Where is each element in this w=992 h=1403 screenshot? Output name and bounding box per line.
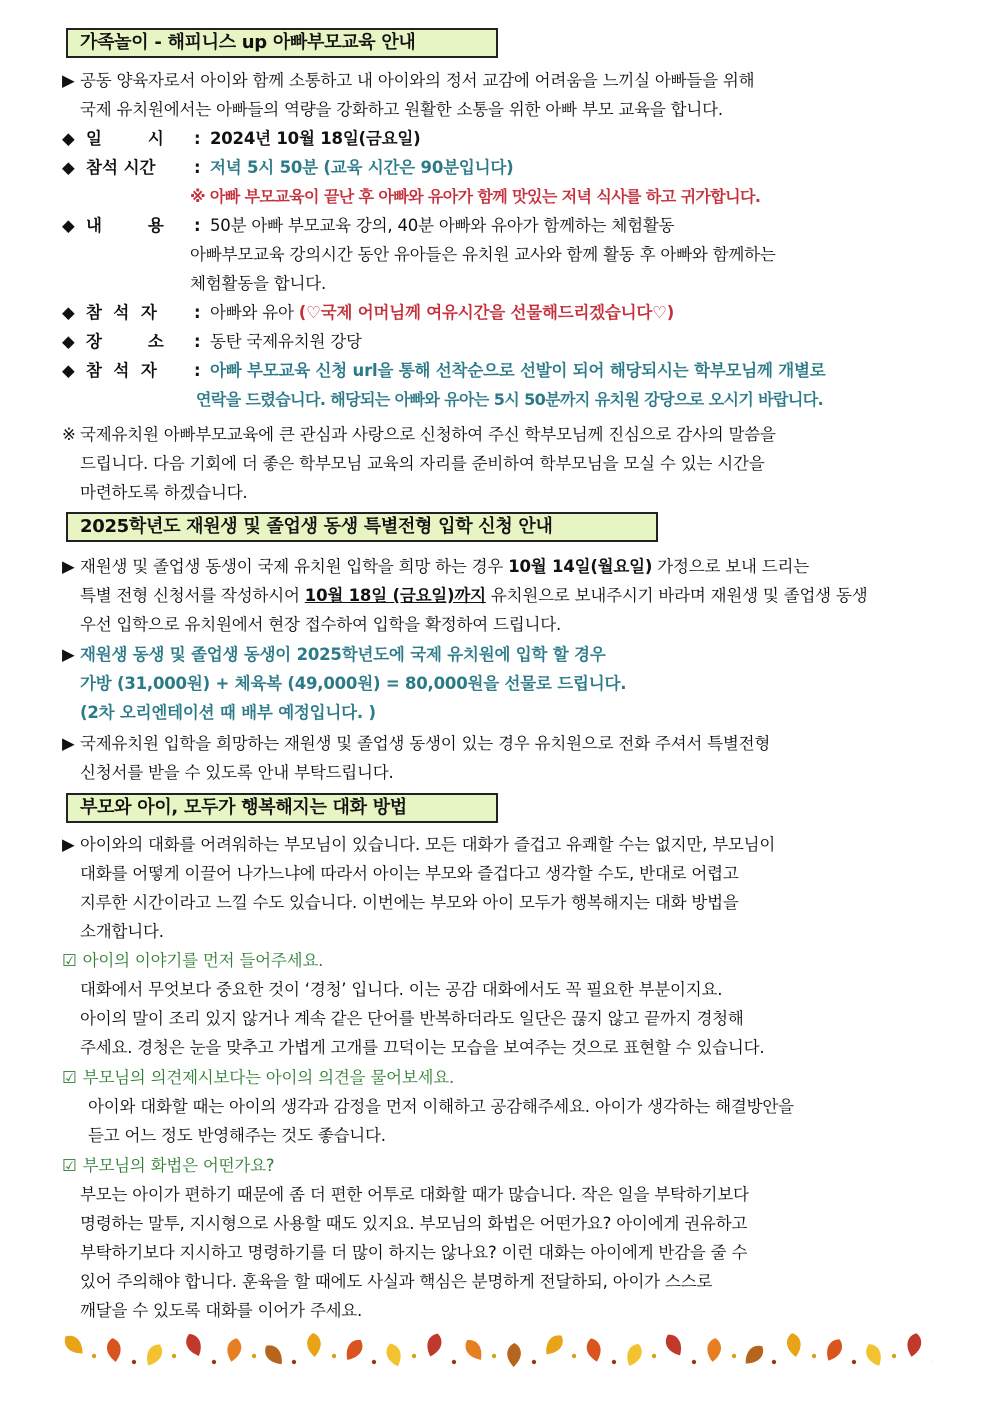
arrow-bullet-icon: ▶ [62,734,75,753]
section-heading-special-admission: 2025학년도 재원생 및 졸업생 동생 특별전형 입학 신청 안내 [66,512,658,542]
tip3-title: ☑ 부모님의 화법은 어떤가요? [62,1156,275,1175]
leaf-icon [785,1332,802,1358]
leaf-icon [905,1332,923,1358]
leaf-icon [225,1337,244,1363]
dinner-note: ※ 아빠 부모교육이 끝난 후 아빠와 유아가 함께 맛있는 저녁 식사를 하고 귀가합니다. [190,187,761,206]
info-row-place: ◆ 장 소 : 동탄 국제유치원 강당 [62,327,362,356]
closing-line2: 드립니다. 다음 기회에 더 좋은 학부모님 교육의 자리를 준비하여 학부모님을 모실 수 있는 시간을 [80,454,765,473]
berry-dot-icon [492,1354,496,1358]
diamond-bullet-icon: ◆ [62,216,75,235]
berry-dot-icon [612,1360,616,1364]
section1-intro-line1: ▶ 공동 양육자로서 아이와 함께 소통하고 내 아이와의 정서 교감에 어려움을 느끼실 아빠들을 위해 [62,66,754,95]
tip1-body-line3: 주세요. 경청은 눈을 맞추고 가볍게 고개를 끄덕이는 모습을 보여주는 것으로 표현할 수 있습니다. [80,1038,765,1057]
berry-dot-icon [692,1360,696,1364]
info-row-date: ◆ 일 시 : 2024년 10월 18일(금요일) [62,124,420,153]
info-row-time: ◆ 참석 시간 : 저녁 5시 50분 (교육 시간은 90분입니다) [62,153,513,182]
leaf-icon [61,1332,88,1359]
berry-dot-icon [372,1360,376,1364]
conversation-intro-line1: ▶ 아이와의 대화를 어려워하는 부모님이 있습니다. 모든 대화가 즐겁고 유쾌할 수는 없지만, 부모님이 [62,830,775,859]
berry-dot-icon [212,1360,216,1364]
tip3-body-line1: 부모는 아이가 편하기 때문에 좀 더 편한 어투로 대화할 때가 많습니다. 작은 일을 부탁하기보다 [80,1185,749,1204]
checkbox-icon: ☑ [62,1068,77,1087]
arrow-bullet-icon: ▶ [62,557,75,576]
leaf-icon [623,1341,645,1368]
berry-dot-icon [332,1354,336,1358]
berry-dot-icon [292,1360,296,1364]
admission-line2: 특별 전형 신청서를 작성하시어 10월 18일 (금요일)까지 유치원으로 보내주시기 바라며 재원생 및 졸업생 동생 [80,586,868,605]
closing-line3: 마련하도록 하겠습니다. [80,483,248,502]
berry-dot-icon [652,1354,656,1358]
leaf-icon [662,1331,686,1359]
leaf-icon [384,1341,405,1368]
berry-dot-icon [92,1354,96,1358]
leaf-icon [822,1336,845,1364]
tip3-body-line3: 부탁하기보다 지시하고 명령하기를 더 많이 하지는 않나요? 이런 대화는 아이에게 반감을 줄 수 [80,1243,748,1262]
conversation-intro-line4: 소개합니다. [80,922,164,941]
berry-dot-icon [532,1360,536,1364]
leaf-icon [863,1341,885,1368]
closing-line1: ※ 국제유치원 아빠부모교육에 큰 관심과 사랑으로 신청하여 주신 학부모님께 진심으로 감사의 말씀을 [62,420,776,449]
leaf-icon [342,1336,367,1363]
leaf-icon [706,1337,722,1362]
tip1-body-line2: 아이의 말이 조리 있지 않거나 계속 같은 단어를 반복하더라도 일단은 끊지 않고 끝까지 경청해 [80,1009,744,1028]
berry-dot-icon [772,1360,776,1364]
leaf-icon [183,1331,205,1358]
gift-line1: ▶ 재원생 동생 및 졸업생 동생이 2025학년도에 국제 유치원에 입학 할 경우 [62,640,606,669]
contact-line2: 신청서를 받을 수 있도록 안내 부탁드립니다. [80,763,394,782]
conversation-intro-line3: 지루한 시간이라고 느낄 수도 있습니다. 이번에는 부모와 아이 모두가 행복해지는 대화 방법을 [80,893,739,912]
tip1-body-line1: 대화에서 무엇보다 중요한 것이 ‘경청’ 입니다. 이는 공감 대화에서도 꼭 필요한 부분이지요. [80,980,723,999]
leaf-icon [741,1342,767,1369]
leaf-icon [541,1331,567,1358]
tip3-body-line4: 있어 주의해야 합니다. 훈육을 할 때에도 사실과 핵심은 분명하게 전달하되, 아이가 스스로 [80,1272,713,1291]
leaf-icon [261,1341,287,1368]
leaf-icon [106,1337,123,1363]
tip2-body-line1: 아이와 대화할 때는 아이의 생각과 감정을 먼저 이해하고 공감해주세요. 아이가 생각하는 해결방안을 [88,1097,794,1116]
selection-detail-line2: 연락을 드렸습니다. 해당되는 아빠와 유아는 5시 50분까지 유치원 강당으로 오시기 바랍니다. [196,390,824,409]
gift-line2: 가방 (31,000원) + 체육복 (49,000원) = 80,000원을 선물로 드립니다. [80,674,627,693]
leaf-icon [585,1337,604,1364]
leaf-icon [307,1333,322,1358]
admission-line1: ▶ 재원생 및 졸업생 동생이 국제 유치원 입학을 희망 하는 경우 10월 14일(월요일) 가정으로 보내 드리는 [62,552,809,581]
section-heading-conversation: 부모와 아이, 모두가 행복해지는 대화 방법 [66,793,498,823]
berry-dot-icon [172,1354,176,1358]
diamond-bullet-icon: ◆ [62,158,75,177]
tip3-body-line5: 깨달을 수 있도록 대화를 이어가 주세요. [80,1301,363,1320]
berry-dot-icon [572,1354,576,1358]
berry-dot-icon [132,1360,136,1364]
arrow-bullet-icon: ▶ [62,835,75,854]
note-mark-icon: ※ [62,425,76,444]
mother-gift-note: (♡국제 어머님께 여유시간을 선물해드리겠습니다♡) [298,303,675,322]
content-detail-line1: 아빠부모교육 강의시간 동안 유아들은 유치원 교사와 함께 활동 후 아빠와 함께하는 [190,245,776,264]
berry-dot-icon [852,1360,856,1364]
arrow-bullet-icon: ▶ [62,71,75,90]
tip3-body-line2: 명령하는 말투, 지시형으로 사용할 때도 있지요. 부모님의 화법은 어떤가요? 아이에게 권유하고 [80,1214,748,1233]
berry-dot-icon [412,1354,416,1358]
diamond-bullet-icon: ◆ [62,303,75,322]
berry-dot-icon [812,1354,816,1358]
berry-dot-icon [252,1354,256,1358]
leaf-icon [424,1331,444,1358]
tip2-title: ☑ 부모님의 의견제시보다는 아이의 의견을 물어보세요. [62,1068,455,1087]
tip2-body-line2: 듣고 어느 정도 반영해주는 것도 좋습니다. [88,1126,386,1145]
leaf-icon [462,1336,487,1363]
checkbox-icon: ☑ [62,1156,77,1175]
diamond-bullet-icon: ◆ [62,129,75,148]
info-row-selection: ◆ 참 석 자 : 아빠 부모교육 신청 url을 통해 선착순으로 선발이 되어 해당되시는 학부모님께 개별로 [62,356,826,385]
autumn-leaves-border [60,1330,932,1370]
diamond-bullet-icon: ◆ [62,361,75,380]
leaf-icon [142,1341,165,1369]
section1-intro-line2: 국제 유치원에서는 아빠들의 역량을 강화하고 원활한 소통을 위한 아빠 부모 교육을 합니다. [80,100,723,119]
diamond-bullet-icon: ◆ [62,332,75,351]
section-heading-dad-education: 가족놀이 - 해피니스 up 아빠부모교육 안내 [66,28,498,58]
berry-dot-icon [892,1354,896,1358]
content-detail-line2: 체험활동을 합니다. [190,274,327,293]
leaf-icon [507,1343,521,1367]
gift-line3: (2차 오리엔테이션 때 배부 예정입니다. ) [80,703,376,722]
berry-dot-icon [452,1360,456,1364]
admission-line3: 우선 입학으로 유치원에서 현장 접수하여 입학을 확정하여 드립니다. [80,615,562,634]
arrow-bullet-icon: ▶ [62,645,75,664]
info-row-attendees: ◆ 참 석 자 : 아빠와 유아 (♡국제 어머님께 여유시간을 선물해드리겠습니다♡) [62,298,674,327]
contact-line1: ▶ 국제유치원 입학을 희망하는 재원생 및 졸업생 동생이 있는 경우 유치원으로 전화 주셔서 특별전형 [62,729,770,758]
tip1-title: ☑ 아이의 이야기를 먼저 들어주세요. [62,951,324,970]
checkbox-icon: ☑ [62,951,77,970]
berry-dot-icon [732,1354,736,1358]
conversation-intro-line2: 대화를 어떻게 이끌어 나가느냐에 따라서 아이는 부모와 즐겁다고 생각할 수도, 반대로 어렵고 [80,864,739,883]
info-row-content: ◆ 내 용 : 50분 아빠 부모교육 강의, 40분 아빠와 유아가 함께하는 체험활동 [62,211,674,240]
